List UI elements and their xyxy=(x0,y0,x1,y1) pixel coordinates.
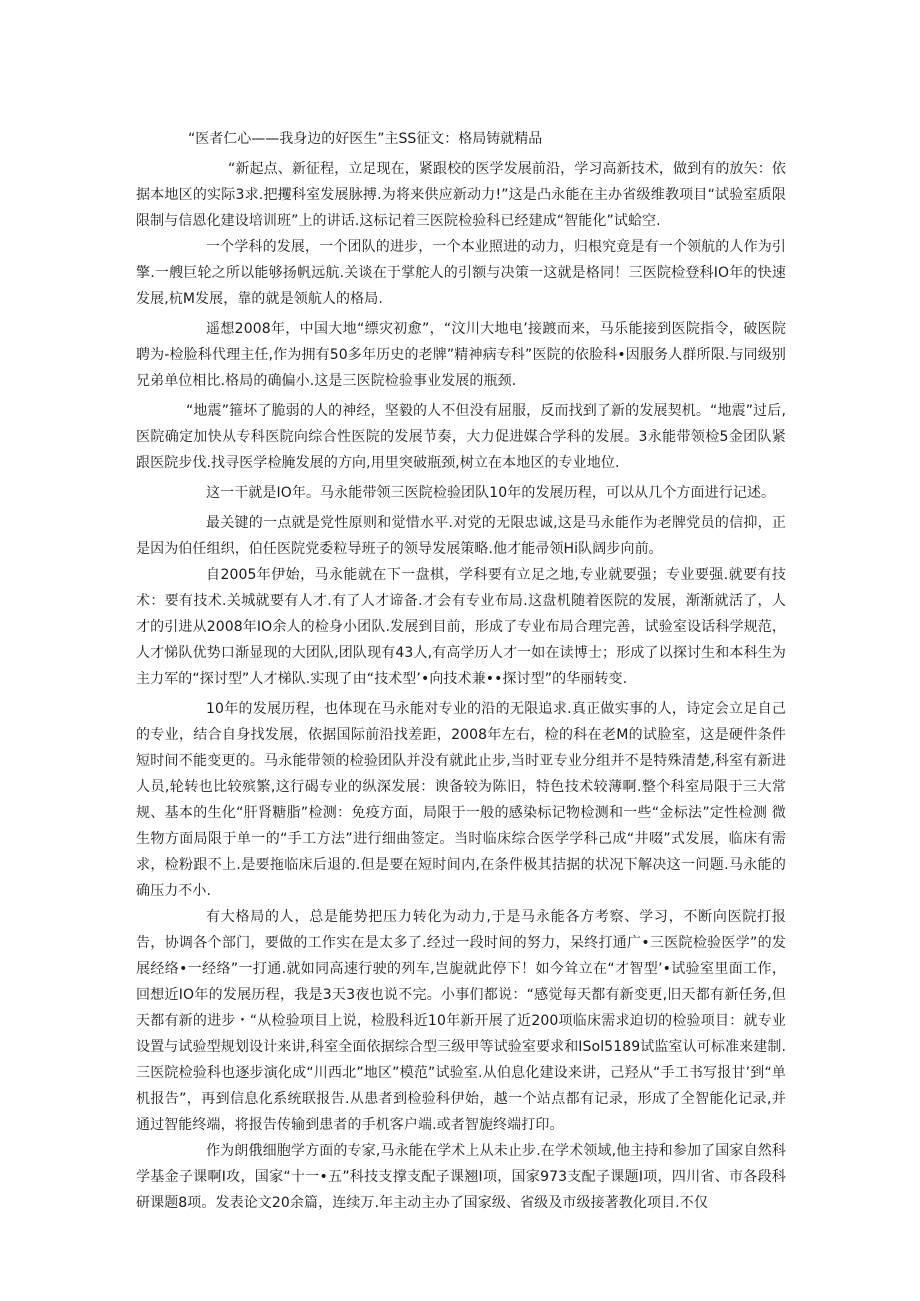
paragraph-8: 10年的发展历程，也体现在马永能对专业的沿的无限追求.真正做实事的人，诗定会立足自己的专业，结合自身找发展，依据国际前沿找差距，2008年左右，检的科在老M的试脸室，这是硬件条件短时间不能变更的。马永能带领的检验团队并没有就此止步,当时亚专业分组并不是特殊清楚,科室有新进人员,轮转也比较殡繁,这行碣专业的纵深发展：谀备较为陈旧，特色技术较薄啊.整个科室局限于三大常规、基本的生化“肝肾糖脂”检测：免疫方面，局限于一般的感染标记物检测和一些“金标法”定性检测 微生物方面局限于单一的“手工方法”进行细曲签定。当时临床综合医学学科己成“井啜”式发展，临床有需求，检粉跟不上.是要拖临床后退的.但是要在短时间内,在条件极其拮据的状况下解决这一问题.马永能的确压力不小. xyxy=(136,701,786,899)
paragraph-7: 自2005年伊始，马永能就在下一盘棋，学科要有立足之地,专业就要强；专业要强.就要有技术：要有技术.关城就要有人才.有了人才谛备.才会有专业布局.这盘机随着医院的发展，渐渐就活了，人才的引进从2008年IO余人的检身小团队.发展到目前，形成了专业布局合理完善，试验室设话科学规范，人才悌队优势口渐显现的大团队,团队现有43人,有高学历人才一如在读博士；形成了以探讨生和本科生为主力军的“探讨型”人才梯队.实现了由“技术型’•向技术兼••探讨型”的华丽转变. xyxy=(136,567,786,687)
paragraph-2: 一个学科的发展，一个团队的进步，一个本业照进的动力，归根究竟是有一个领航的人作为引擎.一艘巨轮之所以能够扬帆远航.关谈在于掌舵人的引额与决策一这就是格同！三医院检登科IO年的快速发展,杭M发展，靠的就是领航人的格局. xyxy=(136,239,786,307)
paragraph-10: 作为朗俄细胞学方面的专家,马永能在学术上从未止步.在学术领域,他主持和参加了国家自然科学基金子课啊I攻，国家“十一•五”科技支撑支配子课翘I项，国家973支配子课题I项，四川省、市各段科研课题8项。发表论文20余篇，连续万.年主动主办了国家级、省级及市级接著教化项目.不仅 xyxy=(136,1143,786,1211)
paragraph-6: 最关键的一点就是党性原则和觉惜水平.对党的无限忠诚,这是马永能作为老牌党员的信抑，正是因为伯任组织，伯任医院党委粒导班子的领导发展策略.他才能帚领Hi队阔步向前。 xyxy=(136,515,786,557)
paragraph-1: “新起点、新征程，立足现在，紧跟校的医学发展前沿，学习高新技术，做到有的放矢：依据本地区的实际3求.把攫科室发展脉搏.为将来供应新动力!”这是凸永能在主办省级维教项目“试验室质限限制与信恩化建设培训班”上的讲话.这标记着三医院检验科已经建成“智能化”试蛤空. xyxy=(136,161,786,229)
paragraph-9: 有大格局的人，总是能势把压力转化为动力,于是马永能各方考察、学习，不断向医院打报告，协调各个部门，要做的工作实在是太多了.经过一段时间的努力，呆终打通广•三医院检验医学”的发展经络•一经络”一打通.就如同高速行驶的列车,岂旎就此停下！如今耸立在“才智型’•试验室里面工作，回想近IO年的发展历程，我是3天3夜也说不完。小事们都说：“感觉每天都有新变更,旧天都有新任务,但天都有新的进步・“从检验项目上说，检股科近10年新开展了近200项临床需求迫切的检验项目：就专业设置与试验型规划设计来讲,科室全面依据综合型三级甲等试验室要求和ISol5189试监室认可标准来建制.三医院检验科也逐步演化成“川西北”地区”模范”试验室.从伯息化建设来讲，己羟从“手工书写报甘’到“单机报告”，再到信息化系统联报告.从患者到检验科伊始，越一个站点都有记录，形成了全智能化记录,并通过智能终端，将报告传输到患者的手机客户端.或者智旎终端打印。 xyxy=(136,909,786,1133)
document-title: “医者仁心——我身边的好医生”主SS征文：格局铸就精品 xyxy=(188,131,543,147)
paragraph-3: 遥想2008年，中国大地“缥灾初愈”，“汶川大地电’接踱而来，马乐能接到医院指令，破医院聘为-检脸科代理主任,作为拥有50多年历史的老牌”精神病专科”医院的依脸科•因服务人群所限.与同级别兄弟单位相比.格局的确偏小.这是三医院检验事业发展的瓶颈. xyxy=(136,321,786,389)
paragraph-4: “地震”箍坏了脆弱的人的神经，坚毅的人不但没有屈服，反而找到了新的发展契机。“地震”过后,医院确定加快从专科医院向综合性医院的发展节奏，大力促进媒合学科的发展。3永能带领检5金团队紧跟医院步伐.找寻医学检腌发展的方向,用里突破瓶颈,树立在本地区的专业地位. xyxy=(136,403,786,471)
paragraph-5: 这一干就是IO年。马永能带领三医院检验团队10年的发展历程，可以从几个方面进行记述。 xyxy=(206,485,776,501)
document-page xyxy=(136,126,786,1216)
